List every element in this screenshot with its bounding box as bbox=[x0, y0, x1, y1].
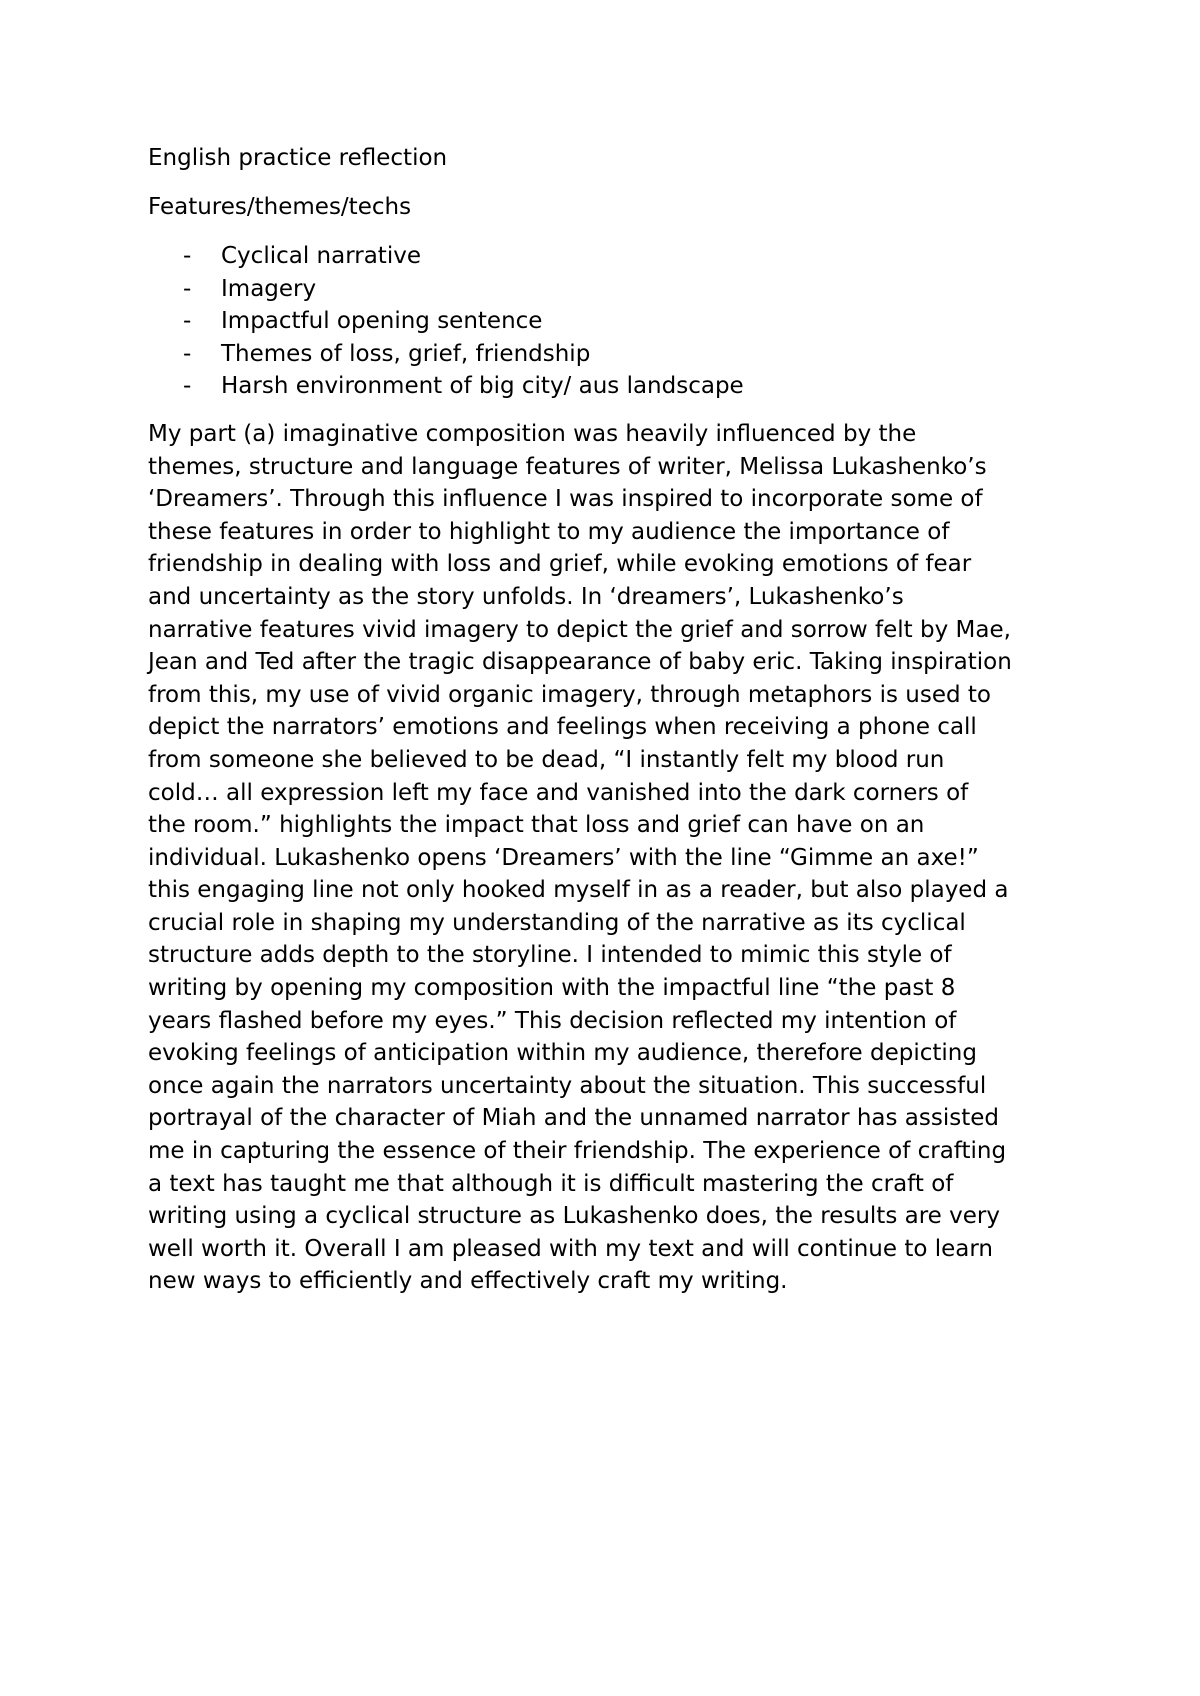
bullet-dash: - bbox=[183, 340, 192, 367]
bullet-dash: - bbox=[183, 373, 192, 400]
paragraph-line: well worth it. Overall I am pleased with my text and will continue to learn bbox=[148, 1235, 994, 1262]
list-item-text: Cyclical narrative bbox=[221, 243, 421, 269]
bullet-dash: - bbox=[183, 275, 192, 302]
paragraph-line: individual. Lukashenko opens ‘Dreamers’ with the line “Gimme an axe!” bbox=[148, 844, 979, 871]
list-item bbox=[148, 338, 1078, 371]
paragraph-line: narrative features vivid imagery to depict the grief and sorrow felt by Mae, bbox=[148, 616, 1011, 643]
paragraph-line: crucial role in shaping my understanding of the narrative as its cyclical bbox=[148, 909, 966, 936]
paragraph-line: depict the narrators’ emotions and feelings when receiving a phone call bbox=[148, 714, 977, 741]
section-heading: Features/themes/techs bbox=[148, 194, 412, 220]
paragraph-line: My part (a) imaginative composition was heavily influenced by the bbox=[148, 420, 917, 447]
reflection-paragraph bbox=[148, 418, 1073, 1298]
list-item-text: Imagery bbox=[221, 275, 317, 302]
paragraph-line: a text has taught me that although it is difficult mastering the craft of bbox=[148, 1170, 954, 1197]
paragraph-line: and uncertainty as the story unfolds. In ‘dreamers’, Lukashenko’s bbox=[148, 583, 904, 610]
list-item-text: Themes of loss, grief, friendship bbox=[221, 340, 591, 367]
paragraph-line: friendship in dealing with loss and grief, while evoking emotions of fear bbox=[148, 551, 972, 578]
paragraph-line: writing using a cyclical structure as Lukashenko does, the results are very bbox=[148, 1203, 1000, 1230]
paragraph-line: structure adds depth to the storyline. I intended to mimic this style of bbox=[148, 942, 952, 969]
bullet-dash: - bbox=[183, 308, 192, 335]
paragraph-line: this engaging line not only hooked myself in as a reader, but also played a bbox=[148, 877, 1009, 904]
paragraph-line: these features in order to highlight to my audience the importance of bbox=[148, 518, 950, 545]
paragraph-line: ‘Dreamers’. Through this influence I was inspired to incorporate some of bbox=[148, 486, 983, 513]
paragraph-line: cold… all expression left my face and vanished into the dark corners of bbox=[148, 779, 969, 806]
list-item bbox=[148, 240, 1078, 273]
bullet-dash: - bbox=[183, 243, 192, 269]
list-item bbox=[148, 305, 1078, 338]
paragraph-line: evoking feelings of anticipation within my audience, therefore depicting bbox=[148, 1040, 977, 1067]
document-page bbox=[148, 142, 1078, 1298]
document-title: English practice reflection bbox=[148, 145, 448, 171]
paragraph-line: portrayal of the character of Miah and the unnamed narrator has assisted bbox=[148, 1105, 1000, 1132]
list-item-text: Impactful opening sentence bbox=[221, 308, 543, 335]
paragraph-line: from someone she believed to be dead, “I instantly felt my blood run bbox=[148, 746, 945, 773]
paragraph-line: new ways to efficiently and effectively craft my writing. bbox=[148, 1268, 788, 1295]
paragraph-line: themes, structure and language features of writer, Melissa Lukashenko’s bbox=[148, 453, 987, 480]
list-item-text: Harsh environment of big city/ aus landscape bbox=[221, 373, 744, 400]
paragraph-line: me in capturing the essence of their friendship. The experience of crafting bbox=[148, 1138, 1007, 1165]
list-item bbox=[148, 273, 1078, 306]
paragraph-line: writing by opening my composition with the impactful line “the past 8 bbox=[148, 975, 956, 1002]
paragraph-line: the room.” highlights the impact that loss and grief can have on an bbox=[148, 812, 925, 839]
list-item bbox=[148, 370, 1078, 403]
paragraph-line: once again the narrators uncertainty about the situation. This successful bbox=[148, 1072, 987, 1099]
paragraph-line: Jean and Ted after the tragic disappearance of baby eric. Taking inspiration bbox=[148, 649, 1012, 676]
paragraph-line: years flashed before my eyes.” This decision reflected my intention of bbox=[148, 1007, 957, 1034]
paragraph-line: from this, my use of vivid organic imagery, through metaphors is used to bbox=[148, 681, 991, 708]
features-list bbox=[148, 240, 1078, 403]
